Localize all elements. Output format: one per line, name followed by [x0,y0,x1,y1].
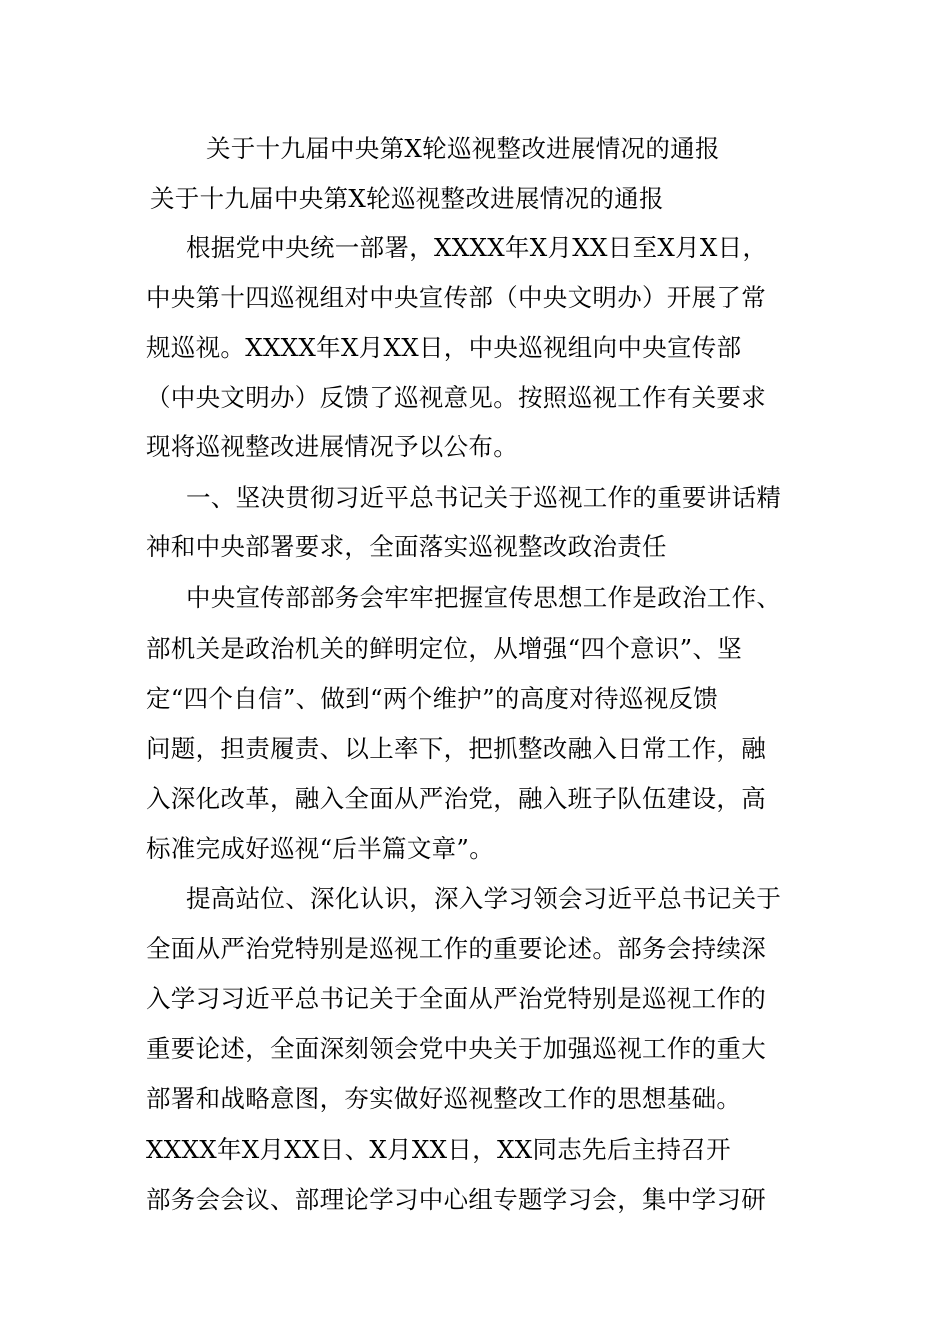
paragraph-line: 标准完成好巡视“后半篇文章”。 [146,834,495,863]
paragraph-line: 中央宣传部部务会牢牢把握宣传思想工作是政治工作、 [186,583,782,612]
paragraph-line: 入学习习近平总书记关于全面从严治党特别是巡视工作的 [146,984,766,1013]
section-heading-line: 神和中央部署要求，全面落实巡视整改政治责任 [146,532,667,561]
paragraph-line: XXXX年X月XX日、X月XX日，XX同志先后主持召开 [146,1135,731,1164]
paragraph-line: 问题，担责履责、以上率下，把抓整改融入日常工作，融 [146,734,766,763]
section-heading-line: 一、坚决贯彻习近平总书记关于巡视工作的重要讲话精 [186,483,782,512]
document-subtitle: 关于十九届中央第X轮巡视整改进展情况的通报 [150,184,664,213]
paragraph-line: 提高站位、深化认识，深入学习领会习近平总书记关于 [186,884,782,913]
paragraph-line: 部机关是政治机关的鲜明定位，从增强“四个意识”、坚 [146,634,743,663]
paragraph-line: 中央第十四巡视组对中央宣传部（中央文明办）开展了常 [146,283,766,312]
paragraph-line: 定“四个自信”、做到“两个维护”的高度对待巡视反馈 [146,684,719,713]
paragraph-line: 现将巡视整改进展情况予以公布。 [146,432,518,461]
paragraph-line: 全面从严治党特别是巡视工作的重要论述。部务会持续深 [146,934,766,963]
paragraph-line: 部务会会议、部理论学习中心组专题学习会，集中学习研 [146,1185,766,1214]
document-title: 关于十九届中央第X轮巡视整改进展情况的通报 [206,134,720,163]
paragraph-line: 入深化改革，融入全面从严治党，融入班子队伍建设，高 [146,784,766,813]
paragraph-line: 部署和战略意图，夯实做好巡视整改工作的思想基础。 [146,1084,742,1113]
paragraph-line: （中央文明办）反馈了巡视意见。按照巡视工作有关要求 [146,383,766,412]
paragraph-line: 根据党中央统一部署，XXXX年X月XX日至X月X日， [186,233,768,262]
paragraph-line: 规巡视。XXXX年X月XX日，中央巡视组向中央宣传部 [146,333,742,362]
paragraph-line: 重要论述，全面深刻领会党中央关于加强巡视工作的重大 [146,1034,766,1063]
